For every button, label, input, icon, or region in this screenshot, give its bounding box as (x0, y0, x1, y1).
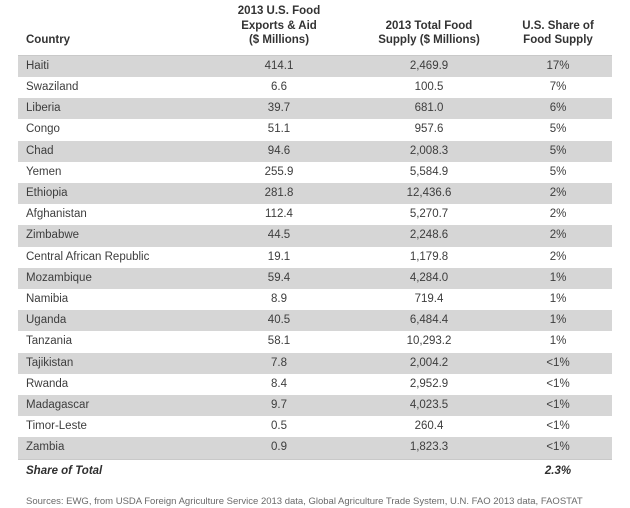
cell-supply: 2,469.9 (354, 55, 504, 77)
cell-supply: 681.0 (354, 98, 504, 119)
cell-exports: 0.9 (204, 437, 354, 459)
cell-exports: 8.9 (204, 289, 354, 310)
cell-supply: 1,823.3 (354, 437, 504, 459)
table-row (18, 331, 612, 352)
source-note: Sources: EWG, from USDA Foreign Agriculture Service 2013 data, Global Agriculture Trade System, U.N. FAO 2013 data, FAOSTAT (26, 495, 583, 507)
cell-exports: 8.4 (204, 374, 354, 395)
table-row (18, 289, 612, 310)
cell-exports: 6.6 (204, 77, 354, 98)
cell-exports: 58.1 (204, 331, 354, 352)
cell-share: 5% (504, 141, 612, 162)
column-header-share-line-1: U.S. Share of (522, 19, 594, 32)
cell-supply: 6,484.4 (354, 310, 504, 331)
cell-exports: 19.1 (204, 247, 354, 268)
cell-country: Madagascar (18, 395, 204, 416)
cell-exports: 94.6 (204, 141, 354, 162)
cell-supply: 4,284.0 (354, 268, 504, 289)
cell-country: Uganda (18, 310, 204, 331)
table-sheet (0, 4, 630, 507)
cell-country: Swaziland (18, 77, 204, 98)
cell-share: 17% (504, 55, 612, 77)
table-row (18, 225, 612, 246)
cell-supply: 5,270.7 (354, 204, 504, 225)
cell-supply: 5,584.9 (354, 162, 504, 183)
cell-share: 6% (504, 98, 612, 119)
cell-supply: 2,004.2 (354, 353, 504, 374)
food-supply-table (18, 4, 612, 482)
cell-exports: 44.5 (204, 225, 354, 246)
cell-share: 5% (504, 162, 612, 183)
table-row (18, 204, 612, 225)
column-header-exports-line-2: Exports & Aid (241, 19, 317, 32)
cell-supply: 957.6 (354, 119, 504, 140)
cell-share: <1% (504, 395, 612, 416)
table-body (18, 55, 612, 459)
table-row (18, 310, 612, 331)
column-header-share-line-2: Food Supply (523, 34, 593, 47)
cell-country: Zambia (18, 437, 204, 459)
column-header-exports (204, 4, 354, 55)
cell-exports: 39.7 (204, 98, 354, 119)
table-row (18, 183, 612, 204)
table-header (18, 4, 612, 55)
cell-country: Tanzania (18, 331, 204, 352)
cell-exports: 112.4 (204, 204, 354, 225)
table-row (18, 437, 612, 459)
footer-exports (204, 459, 354, 482)
cell-exports: 59.4 (204, 268, 354, 289)
column-header-country-line-1: Country (26, 34, 71, 47)
cell-country: Timor-Leste (18, 416, 204, 437)
table-row (18, 141, 612, 162)
cell-country: Ethiopia (18, 183, 204, 204)
cell-share: 2% (504, 183, 612, 204)
cell-supply: 1,179.8 (354, 247, 504, 268)
cell-country: Zimbabwe (18, 225, 204, 246)
cell-share: 2% (504, 247, 612, 268)
cell-country: Tajikistan (18, 353, 204, 374)
table-footer-row (18, 459, 612, 482)
cell-share: <1% (504, 374, 612, 395)
table-footer (18, 459, 612, 482)
cell-supply: 719.4 (354, 289, 504, 310)
cell-share: 2% (504, 204, 612, 225)
cell-exports: 414.1 (204, 55, 354, 77)
table-row (18, 98, 612, 119)
cell-exports: 40.5 (204, 310, 354, 331)
cell-country: Chad (18, 141, 204, 162)
cell-share: 7% (504, 77, 612, 98)
cell-country: Yemen (18, 162, 204, 183)
cell-country: Liberia (18, 98, 204, 119)
cell-exports: 281.8 (204, 183, 354, 204)
cell-supply: 260.4 (354, 416, 504, 437)
table-row (18, 374, 612, 395)
table-row (18, 77, 612, 98)
cell-country: Rwanda (18, 374, 204, 395)
column-header-supply-line-1: 2013 Total Food (385, 19, 473, 32)
table-row (18, 162, 612, 183)
cell-exports: 9.7 (204, 395, 354, 416)
table-row (18, 416, 612, 437)
cell-supply: 2,008.3 (354, 141, 504, 162)
cell-share: <1% (504, 416, 612, 437)
cell-country: Haiti (18, 55, 204, 77)
cell-exports: 51.1 (204, 119, 354, 140)
cell-share: <1% (504, 353, 612, 374)
cell-country: Afghanistan (18, 204, 204, 225)
column-header-supply (354, 4, 504, 55)
column-header-exports-line-1: 2013 U.S. Food (237, 5, 321, 17)
cell-share: 5% (504, 119, 612, 140)
cell-exports: 0.5 (204, 416, 354, 437)
cell-share: 1% (504, 268, 612, 289)
cell-country: Namibia (18, 289, 204, 310)
column-header-country (18, 4, 204, 55)
cell-supply: 12,436.6 (354, 183, 504, 204)
cell-supply: 10,293.2 (354, 331, 504, 352)
cell-supply: 2,248.6 (354, 225, 504, 246)
table-row (18, 268, 612, 289)
cell-country: Central African Republic (18, 247, 204, 268)
cell-supply: 100.5 (354, 77, 504, 98)
footer-label: Share of Total (18, 459, 204, 482)
cell-share: <1% (504, 437, 612, 459)
cell-share: 1% (504, 310, 612, 331)
cell-country: Congo (18, 119, 204, 140)
table-row (18, 247, 612, 268)
footer-supply (354, 459, 504, 482)
footer-share: 2.3% (504, 459, 612, 482)
column-header-exports-line-3: ($ Millions) (248, 34, 310, 47)
cell-supply: 2,952.9 (354, 374, 504, 395)
table-row (18, 395, 612, 416)
table-row (18, 353, 612, 374)
table-header-row (18, 4, 612, 55)
cell-share: 1% (504, 331, 612, 352)
cell-share: 1% (504, 289, 612, 310)
table-row (18, 119, 612, 140)
column-header-share (504, 4, 612, 55)
cell-country: Mozambique (18, 268, 204, 289)
cell-exports: 255.9 (204, 162, 354, 183)
cell-supply: 4,023.5 (354, 395, 504, 416)
table-row (18, 55, 612, 77)
cell-share: 2% (504, 225, 612, 246)
column-header-supply-line-2: Supply ($ Millions) (378, 34, 480, 47)
cell-exports: 7.8 (204, 353, 354, 374)
